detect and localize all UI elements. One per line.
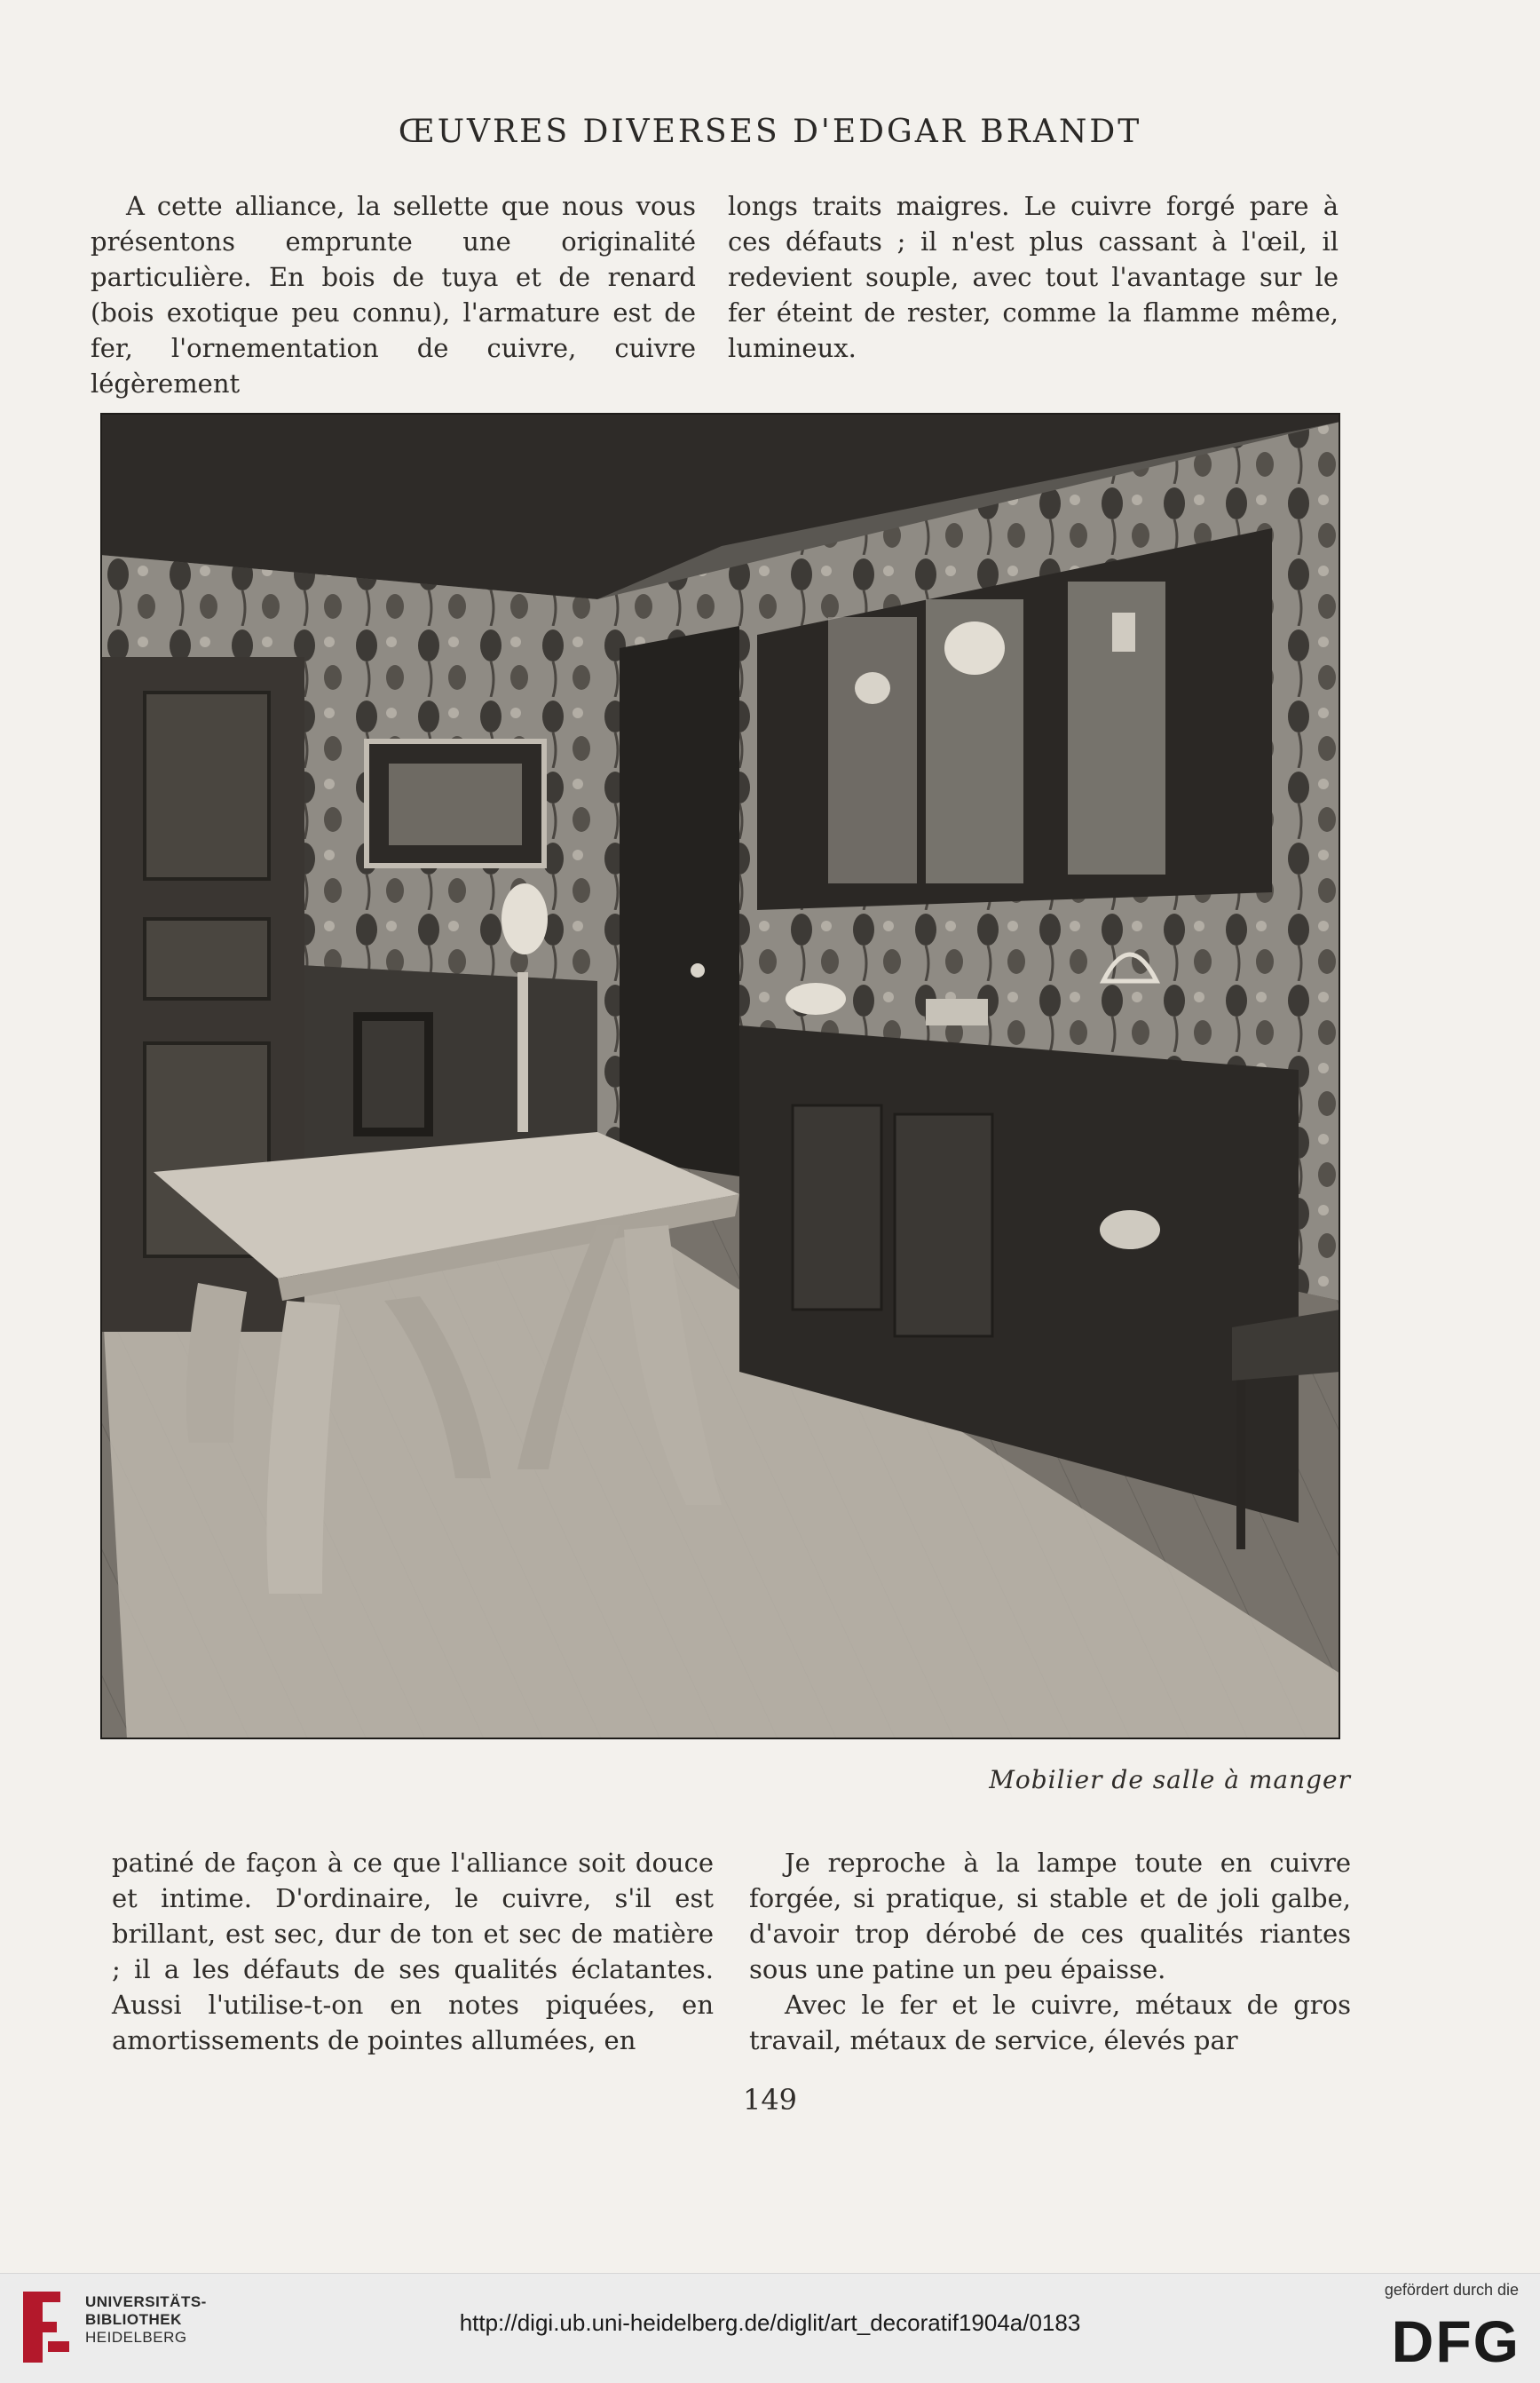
bottom-right-paragraph-1: Je reproche à la lampe toute en cuivre forgée, si pratique, si stable et de joli galbe, d'avoir trop dérobé de ces qualités riantes sous une patine un peu épaisse. <box>749 1848 1351 1984</box>
library-line: UNIVERSITÄTS- <box>85 2293 207 2310</box>
dining-room-photograph <box>100 413 1340 1739</box>
page-number: 149 <box>742 2083 798 2117</box>
digitization-footer <box>0 2273 1540 2383</box>
running-head: ŒUVRES DIVERSES D'EDGAR BRANDT <box>398 114 1142 150</box>
library-line: BIBLIOTHEK <box>85 2311 182 2328</box>
top-right-column <box>728 188 1339 366</box>
photo-caption: Mobilier de salle à manger <box>989 1765 1351 1794</box>
top-left-paragraph: A cette alliance, la sellette que nous vous présentons emprunte une originalité particulière. En bois de tuya et de renard (bois exotique peu connu), l'armature est de fer, l'ornementation de cuivre, cuivre légèrement <box>91 191 696 399</box>
top-right-paragraph: longs traits maigres. Le cuivre forgé pare à ces défauts ; il n'est plus cassant à l'œil, il redevient souple, avec tout l'avantage sur le fer éteint de rester, comme la flamme même, lumineux. <box>728 191 1339 363</box>
sponsor-text: gefördert durch die <box>1384 2281 1519 2299</box>
library-line: HEIDELBERG <box>85 2329 187 2346</box>
source-url-row <box>0 2309 1540 2337</box>
bottom-right-column <box>749 1845 1351 2058</box>
bottom-left-paragraph: patiné de façon à ce que l'alliance soit douce et intime. D'ordinaire, le cuivre, s'il est brillant, est sec, dur de ton et sec de matière ; il a les défauts de ses qualités éclatantes. Aussi l'utilise-t-on en notes piquées, en amortissements de pointes allumées, en <box>112 1848 714 2055</box>
source-url-link[interactable]: http://digi.ub.uni-heidelberg.de/diglit/art_decoratif1904a/0183 <box>459 2309 1081 2336</box>
dfg-logo: DFG <box>1391 2308 1520 2374</box>
top-left-column <box>91 188 696 401</box>
bottom-right-paragraph-2: Avec le fer et le cuivre, métaux de gros travail, métaux de service, élevés par <box>749 1990 1351 2055</box>
bottom-left-column <box>112 1845 714 2058</box>
